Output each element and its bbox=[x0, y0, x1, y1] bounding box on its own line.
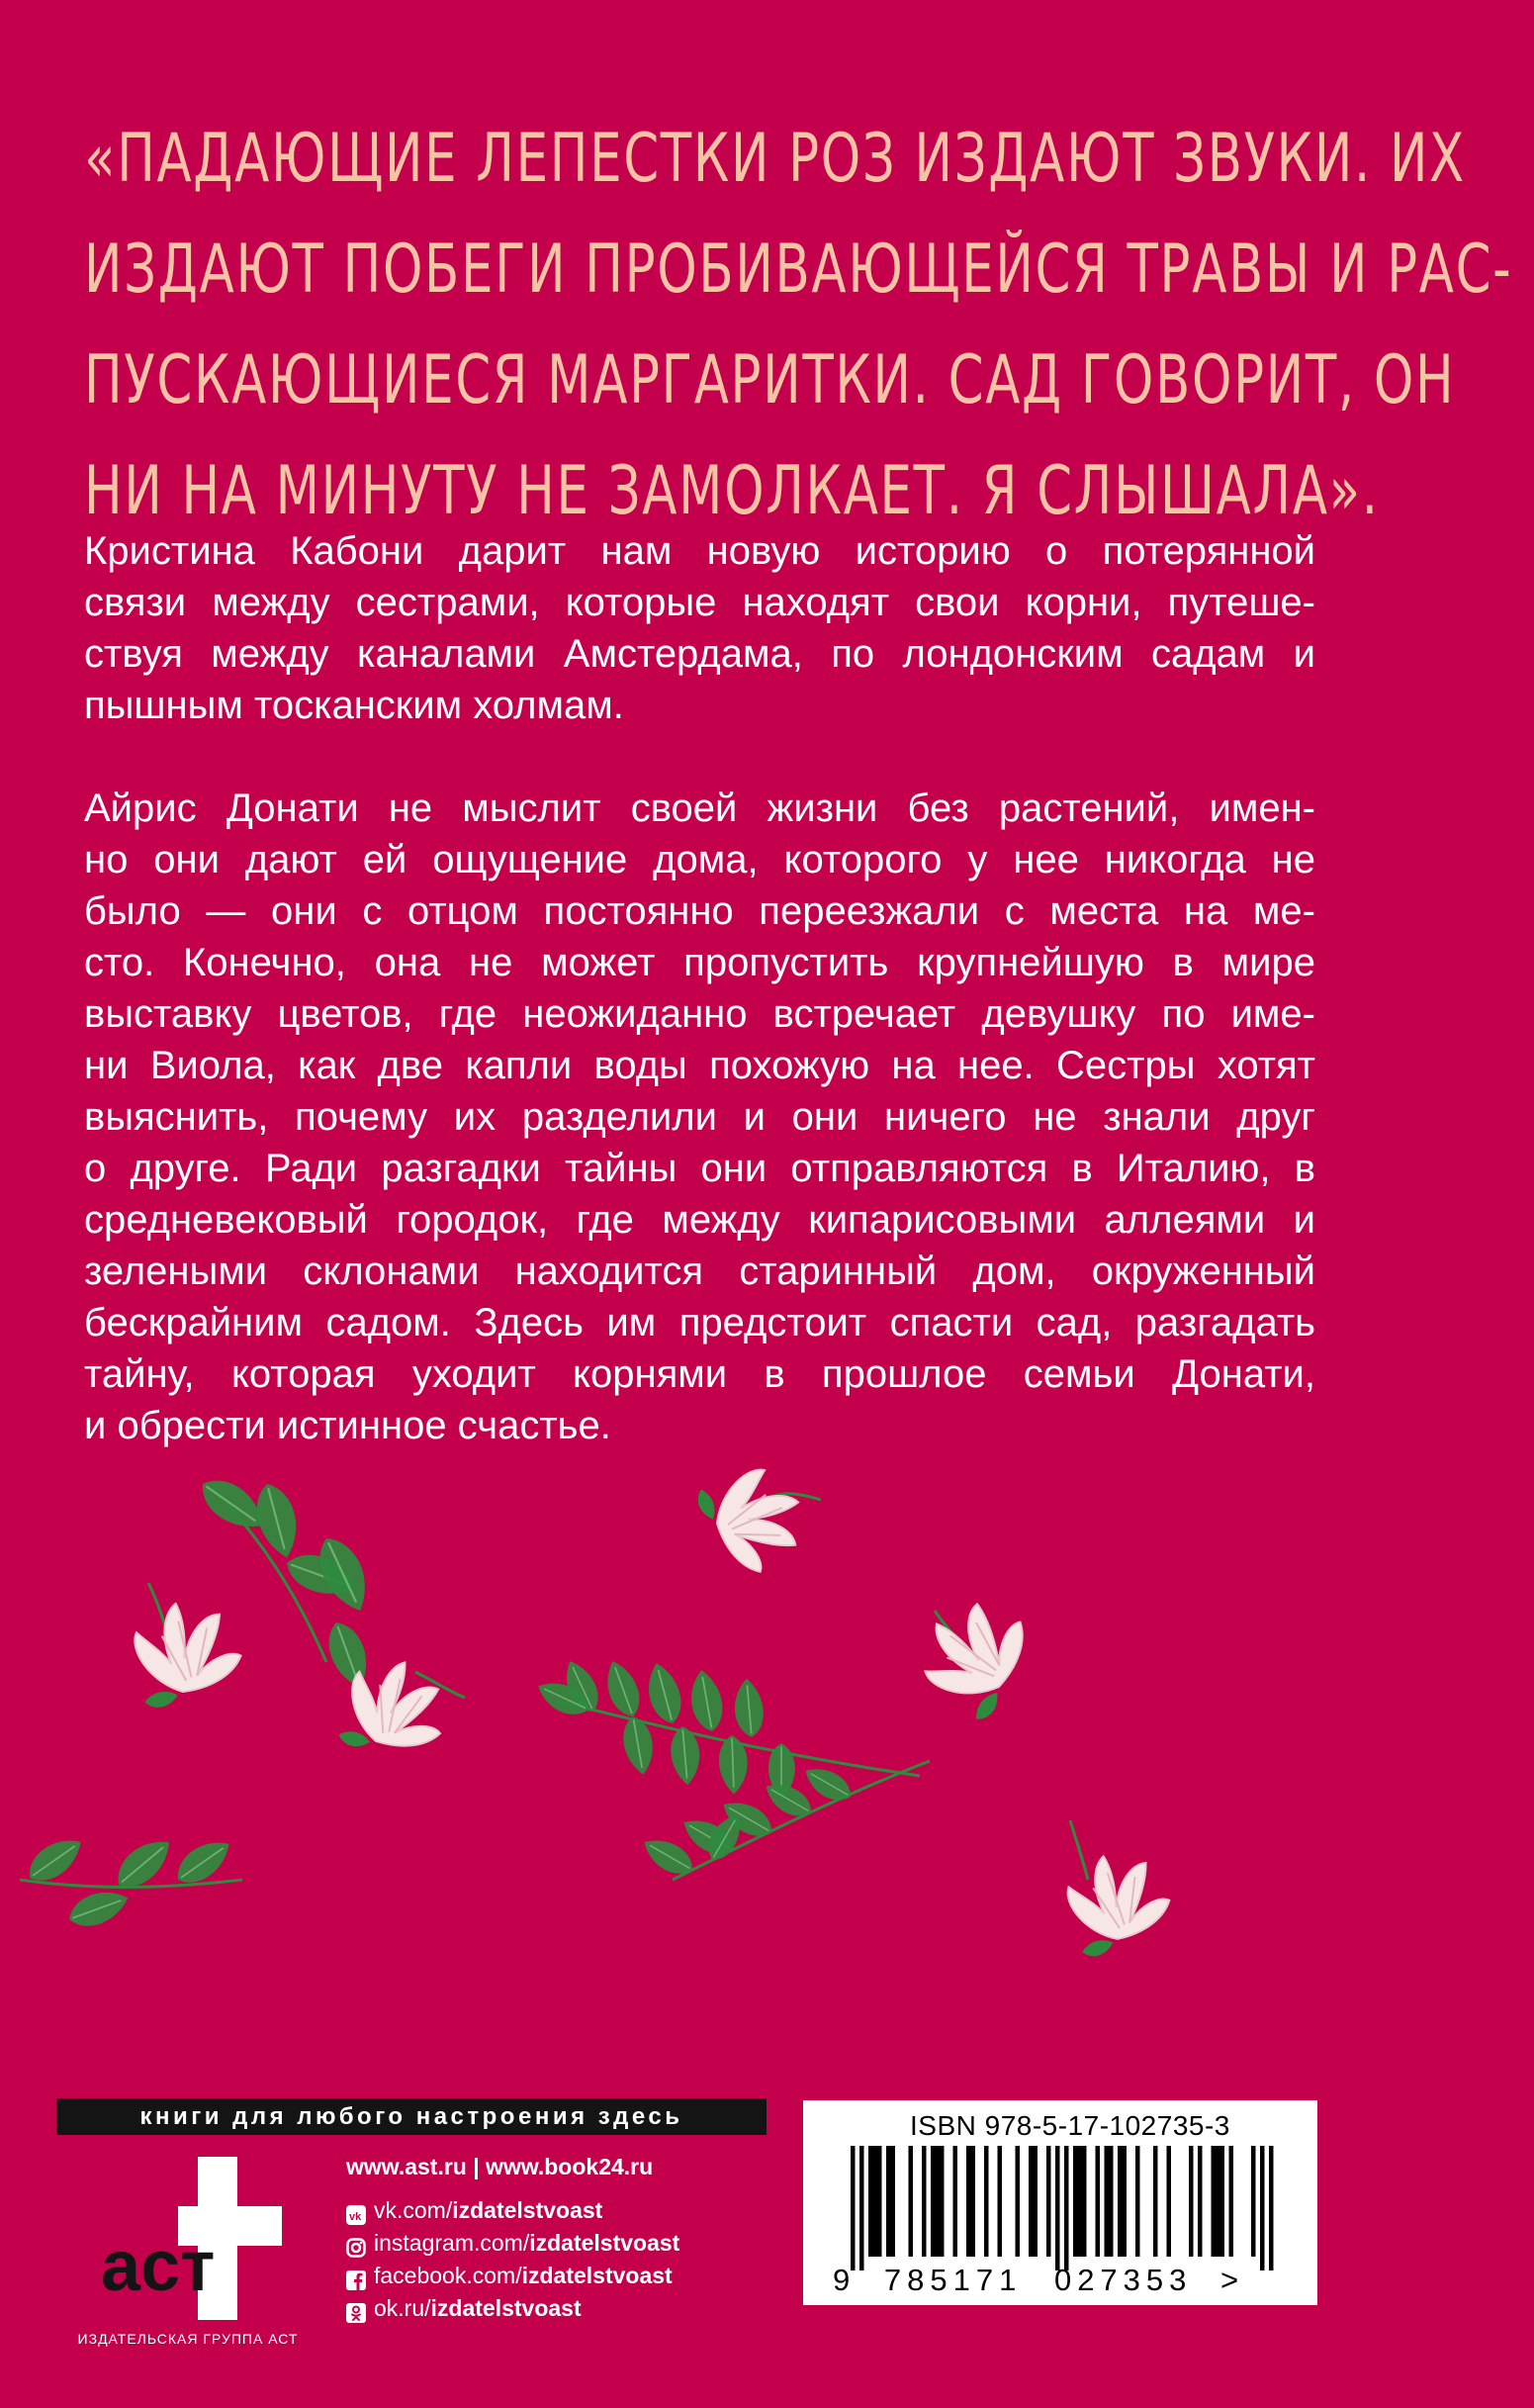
ean-digit-group-right: 027353 bbox=[1053, 2263, 1193, 2297]
barcode-bar bbox=[1029, 2146, 1034, 2257]
paragraph-line: и обрести истинное счастье. bbox=[84, 1404, 611, 1447]
paragraph-line: пышным тосканским холмам. bbox=[84, 684, 624, 727]
ast-publisher-logo bbox=[89, 2152, 287, 2325]
barcode-bar bbox=[868, 2146, 873, 2257]
barcode-bar bbox=[1189, 2146, 1194, 2257]
social-link-handle: izdatelstvoast bbox=[529, 2230, 680, 2256]
social-link-prefix: facebook.com/ bbox=[374, 2263, 522, 2288]
barcode-bar bbox=[1135, 2146, 1140, 2257]
logo-text: аст bbox=[101, 2227, 216, 2306]
paragraph-line: ни Виола, как две капли воды похожую на нее. Сестры хотят bbox=[84, 1044, 1315, 1087]
paragraph-line: Кристина Кабони дарит нам новую историю о потерянной bbox=[84, 529, 1315, 573]
paragraph-line: связи между сестрами, которые находят свои корни, путеше- bbox=[84, 581, 1315, 624]
barcode-bar bbox=[859, 2146, 864, 2270]
barcode-bar bbox=[1123, 2146, 1128, 2257]
leaf-branch-center bbox=[532, 1656, 920, 1799]
isbn-number: ISBN 978-5-17-102735-3 bbox=[910, 2110, 1230, 2141]
description-paragraph-1 bbox=[84, 525, 1315, 731]
barcode-bar bbox=[940, 2146, 945, 2257]
social-link-handle: izdatelstvoast bbox=[430, 2295, 582, 2321]
barcode-bar bbox=[1118, 2146, 1123, 2257]
barcode-bar bbox=[1109, 2146, 1114, 2257]
barcode-bar bbox=[1034, 2146, 1038, 2257]
paragraph-line: тайну, которая уходит корнями в прошлое семьи Донати, bbox=[84, 1352, 1315, 1396]
barcode-bar bbox=[953, 2146, 958, 2257]
epigraph-quote bbox=[84, 104, 1513, 547]
barcode-bar bbox=[936, 2146, 941, 2257]
barcode-bar bbox=[1269, 2146, 1274, 2270]
barcode-bar bbox=[922, 2146, 927, 2257]
barcode-bar bbox=[873, 2146, 878, 2257]
instagram-icon bbox=[346, 2234, 366, 2254]
barcode-bar bbox=[1105, 2146, 1110, 2257]
leaf-sprig-bottom-left bbox=[20, 1829, 242, 1933]
paragraph-line: было — они с отцом постоянно переезжали с места на ме- bbox=[84, 889, 1315, 933]
paragraph-line: выяснить, почему их разделили и они ничего не знали друг bbox=[84, 1095, 1315, 1139]
facebook-icon bbox=[346, 2267, 366, 2286]
barcode-bar bbox=[1055, 2146, 1060, 2270]
barcode-bar bbox=[1078, 2146, 1083, 2257]
social-link-instagram[interactable] bbox=[346, 2227, 679, 2260]
flower-right bbox=[905, 1583, 1044, 1724]
social-link-prefix: instagram.com/ bbox=[374, 2230, 530, 2256]
barcode-bar bbox=[851, 2146, 856, 2270]
ean-quiet-zone-marker: > bbox=[1220, 2263, 1245, 2297]
barcode-bar bbox=[1260, 2146, 1265, 2270]
paragraph-line: Айрис Донати не мыслит своей жизни без растений, имен- bbox=[84, 787, 1315, 830]
publisher-links bbox=[346, 2147, 679, 2325]
social-link-facebook[interactable] bbox=[346, 2260, 679, 2292]
quote-line: ИЗДАЮТ ПОБЕГИ ПРОБИВАЮЩЕЙСЯ ТРАВЫ И РАС- bbox=[84, 231, 1513, 309]
social-link-prefix: ok.ru/ bbox=[374, 2295, 431, 2321]
paragraph-line: средневековый городок, где между кипарисовыми аллеями и bbox=[84, 1198, 1315, 1242]
quote-line: «ПАДАЮЩИЕ ЛЕПЕСТКИ РОЗ ИЗДАЮТ ЗВУКИ. ИХ bbox=[84, 120, 1466, 198]
barcode-bar bbox=[1073, 2146, 1078, 2257]
description-paragraph-2 bbox=[84, 783, 1315, 1451]
tagline-banner: книги для любого настроения здесь bbox=[56, 2098, 767, 2135]
paragraph-line: сто. Конечно, она не может пропустить крупнейшую в мире bbox=[84, 941, 1315, 984]
social-link-handle: izdatelstvoast bbox=[452, 2197, 603, 2223]
social-link-vk[interactable] bbox=[346, 2194, 679, 2227]
barcode-bar bbox=[1153, 2146, 1158, 2257]
paragraph-line: выставку цветов, где неожиданно встречает девушку по име- bbox=[84, 992, 1315, 1036]
barcode-bar bbox=[931, 2146, 936, 2257]
barcode-bar bbox=[1220, 2146, 1225, 2257]
barcode-bar bbox=[886, 2146, 891, 2257]
flower-left bbox=[123, 1583, 249, 1711]
paragraph-line: о друге. Ради разгадки тайны они отправляются в Италию, в bbox=[84, 1147, 1315, 1190]
barcode-bar bbox=[998, 2146, 1003, 2257]
paragraph-line: но они дают ей ощущение дома, которого у нее никогда не bbox=[84, 838, 1315, 881]
odnoklassniki-icon bbox=[346, 2299, 366, 2319]
barcode-bar bbox=[1167, 2146, 1172, 2257]
barcode-bar bbox=[1082, 2146, 1087, 2257]
social-link-handle: izdatelstvoast bbox=[521, 2263, 673, 2288]
barcode-bar bbox=[1198, 2146, 1203, 2257]
floral-illustration bbox=[0, 1444, 1534, 1998]
barcode-bar bbox=[971, 2146, 976, 2257]
isbn-barcode-panel bbox=[803, 2100, 1317, 2305]
social-link-prefix: vk.com/ bbox=[374, 2197, 453, 2223]
barcode-bar bbox=[1096, 2146, 1101, 2257]
quote-line: НИ НА МИНУТУ НЕ ЗАМОЛКАЕТ. Я СЛЫШАЛА». bbox=[84, 452, 1380, 530]
publisher-label: ИЗДАТЕЛЬСКАЯ ГРУППА АСТ bbox=[77, 2331, 299, 2347]
barcode-bar bbox=[1016, 2146, 1021, 2257]
vk-icon bbox=[346, 2201, 366, 2221]
barcode-bar bbox=[1212, 2146, 1217, 2257]
social-link-odnoklassniki[interactable] bbox=[346, 2292, 679, 2325]
barcode-bar bbox=[877, 2146, 882, 2257]
barcode-bar bbox=[891, 2146, 896, 2257]
flower-top-center bbox=[693, 1454, 821, 1583]
barcode-bar bbox=[1229, 2146, 1234, 2257]
website-links[interactable]: www.ast.ru | www.book24.ru bbox=[346, 2154, 654, 2179]
barcode-bar bbox=[1251, 2146, 1256, 2257]
barcode-bar bbox=[1064, 2146, 1069, 2270]
paragraph-line: бескрайним садом. Здесь им предстоит спасти сад, разгадать bbox=[84, 1301, 1315, 1344]
paragraph-line: ствуя между каналами Амстердама, по лондонским садам и bbox=[84, 632, 1315, 676]
ean-digit-group-left: 785171 bbox=[883, 2263, 1023, 2297]
barcode-bar bbox=[909, 2146, 914, 2257]
barcode-bar bbox=[1046, 2146, 1051, 2257]
paragraph-line: зелеными склонами находится старинный дом, окруженный bbox=[84, 1250, 1315, 1293]
ean-digit-lead: 9 bbox=[833, 2263, 857, 2297]
quote-line: ПУСКАЮЩИЕСЯ МАРГАРИТКИ. САД ГОВОРИТ, ОН bbox=[84, 341, 1456, 419]
barcode-bar bbox=[1216, 2146, 1220, 2257]
barcode-bar bbox=[966, 2146, 971, 2257]
flower-bottom-right bbox=[1054, 1820, 1179, 1960]
svg-text:vk: vk bbox=[349, 2210, 362, 2223]
ean-digits bbox=[833, 2263, 1244, 2298]
barcode-bar bbox=[984, 2146, 989, 2257]
